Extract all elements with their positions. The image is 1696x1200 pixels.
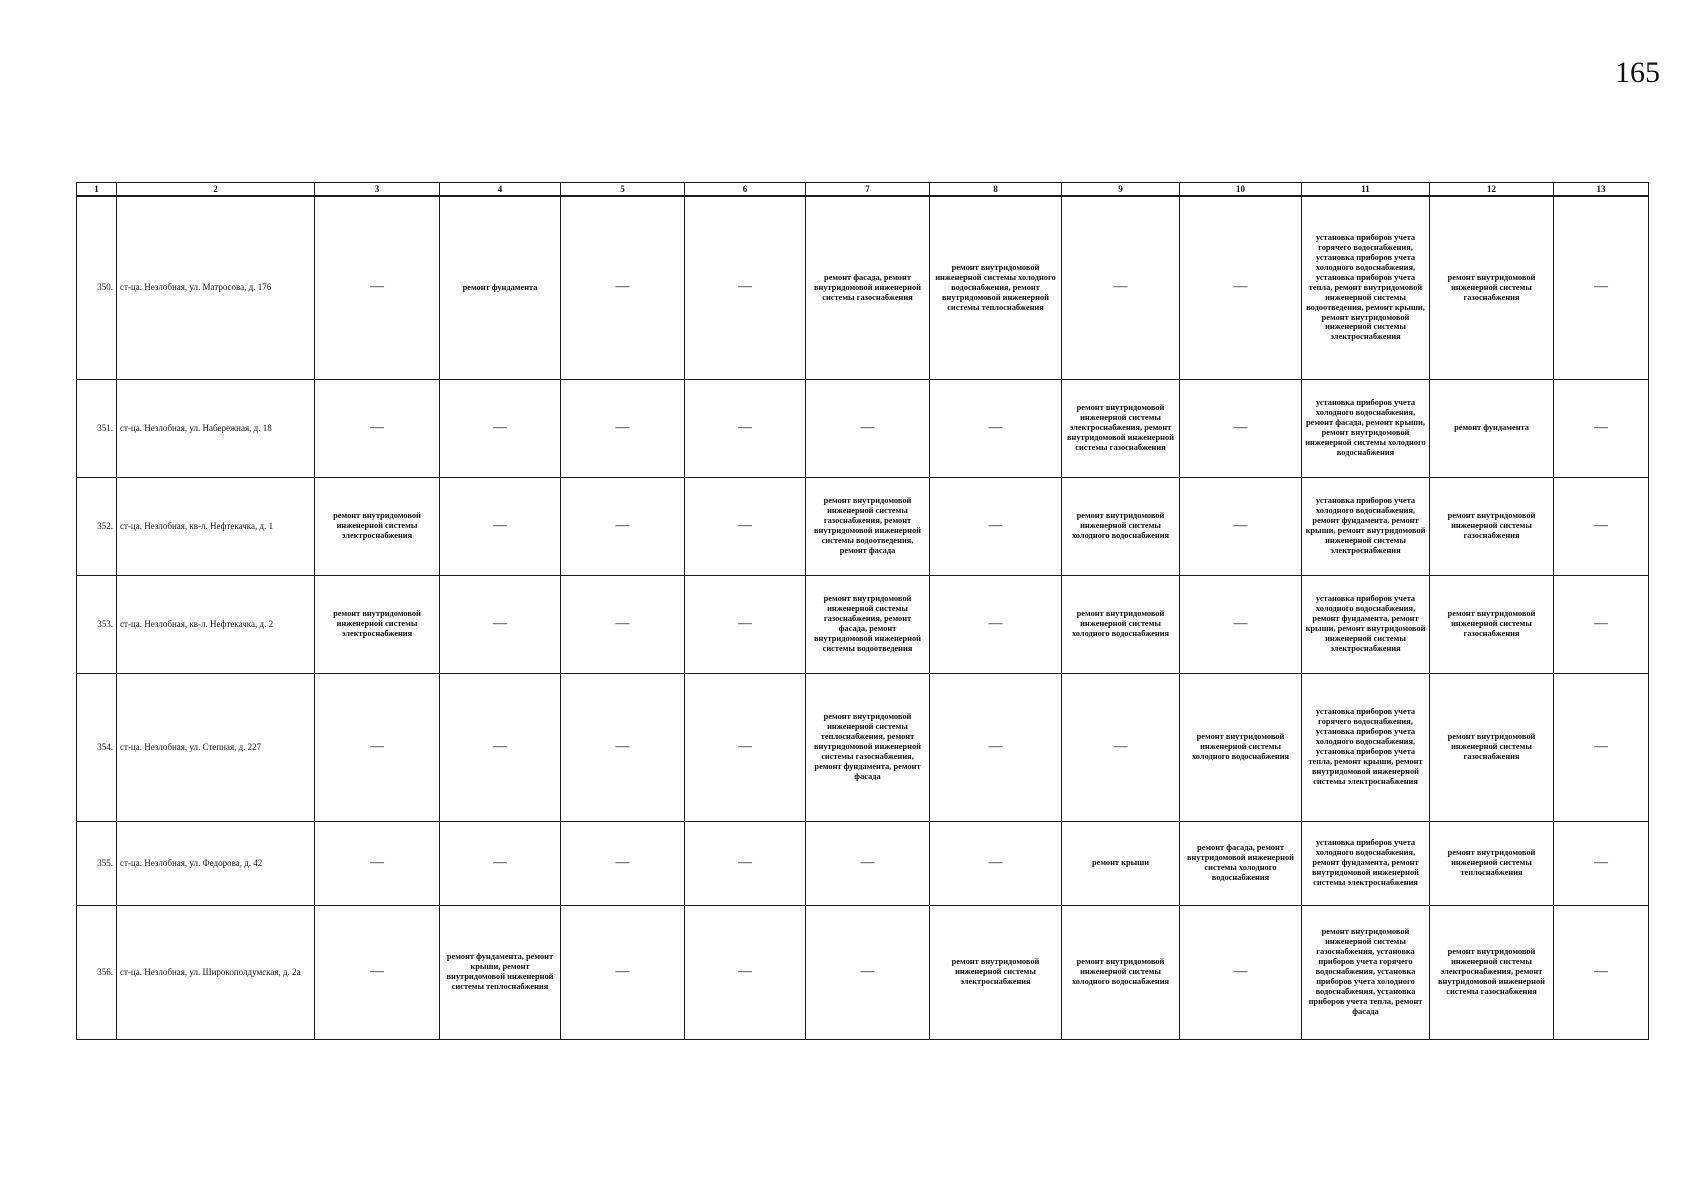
table-cell: —	[315, 821, 440, 905]
row-number: 353.	[77, 575, 117, 673]
table-cell: —	[315, 673, 440, 821]
table-row	[77, 575, 1649, 673]
table-cell: ремонт внутридомовой инженерной системы теплоснабжения, ремонт внутридомовой инженерной системы газоснабжения, ремонт фундамента, ремонт фасада	[806, 673, 930, 821]
column-header: 6	[685, 183, 806, 197]
table-cell: —	[685, 673, 806, 821]
table-cell: —	[1554, 575, 1649, 673]
table-cell: —	[930, 477, 1062, 575]
column-header: 10	[1180, 183, 1302, 197]
row-number: 350.	[77, 196, 117, 379]
table-cell: ремонт внутридомовой инженерной системы газоснабжения, установка приборов учета горячего водоснабжения, установка приборов учета холодного водоснабжения, установка приборов учета тепла, ремонт фасада	[1302, 905, 1430, 1039]
repair-schedule-table	[76, 182, 1649, 1040]
column-header: 13	[1554, 183, 1649, 197]
table-cell: —	[685, 379, 806, 477]
table-cell: установка приборов учета горячего водоснабжения, установка приборов учета холодного водоснабжения, установка приборов учета тепла, ремонт крыши, ремонт внутридомовой инженерной системы электроснабжения	[1302, 673, 1430, 821]
table-cell: ремонт внутридомовой инженерной системы электроснабжения, ремонт внутридомовой инженерной системы газоснабжения	[1062, 379, 1180, 477]
table-cell: ремонт внутридомовой инженерной системы электроснабжения	[315, 477, 440, 575]
row-number: 356.	[77, 905, 117, 1039]
table-cell: —	[685, 575, 806, 673]
table-cell: ремонт фундамента, ремонт крыши, ремонт внутридомовой инженерной системы теплоснабжения	[440, 905, 561, 1039]
table-cell: —	[930, 575, 1062, 673]
table-cell: —	[930, 821, 1062, 905]
table-cell: —	[561, 575, 685, 673]
table-cell: установка приборов учета холодного водоснабжения, ремонт фундамента, ремонт крыши, ремонт внутридомовой инженерной системы электроснабжения	[1302, 477, 1430, 575]
table-cell: —	[806, 379, 930, 477]
table-cell: ремонт внутридомовой инженерной системы электроснабжения, ремонт внутридомовой инженерной системы газоснабжения	[1430, 905, 1554, 1039]
table-cell: ремонт внутридомовой инженерной системы электроснабжения	[315, 575, 440, 673]
table-cell: —	[440, 821, 561, 905]
table-cell: —	[806, 905, 930, 1039]
table-cell: ремонт крыши	[1062, 821, 1180, 905]
table-row	[77, 477, 1649, 575]
table-cell: ремонт внутридомовой инженерной системы газоснабжения	[1430, 477, 1554, 575]
table-cell: —	[1554, 673, 1649, 821]
table-cell: —	[561, 477, 685, 575]
table-cell: ремонт фасада, ремонт внутридомовой инженерной системы газоснабжения	[806, 196, 930, 379]
table-cell: —	[440, 575, 561, 673]
table-row	[77, 821, 1649, 905]
table-cell: —	[1180, 575, 1302, 673]
table-cell: ремонт внутридомовой инженерной системы газоснабжения	[1430, 575, 1554, 673]
table-cell: —	[685, 905, 806, 1039]
table-cell: ремонт фундамента	[440, 196, 561, 379]
column-header: 7	[806, 183, 930, 197]
column-header: 9	[1062, 183, 1180, 197]
table-cell: —	[1062, 673, 1180, 821]
table-cell: —	[685, 196, 806, 379]
column-header: 1	[77, 183, 117, 197]
table-cell: —	[1180, 196, 1302, 379]
table-cell: ремонт внутридомовой инженерной системы газоснабжения, ремонт внутридомовой инженерной системы водоотведения, ремонт фасада	[806, 477, 930, 575]
table-row	[77, 673, 1649, 821]
table-cell: —	[1180, 379, 1302, 477]
table-cell: ремонт внутридомовой инженерной системы холодного водоснабжения	[1062, 575, 1180, 673]
table-cell: ремонт внутридомовой инженерной системы холодного водоснабжения, ремонт внутридомовой инженерной системы теплоснабжения	[930, 196, 1062, 379]
row-address: ст-ца. Незлобная, ул. Широкополдумская, д. 2а	[117, 905, 315, 1039]
table-cell: —	[1180, 477, 1302, 575]
table-cell: —	[561, 196, 685, 379]
table-cell: —	[1554, 905, 1649, 1039]
table-cell: установка приборов учета холодного водоснабжения, ремонт фундамента, ремонт крыши, ремонт внутридомовой инженерной системы электроснабжения	[1302, 575, 1430, 673]
table-cell: —	[1554, 379, 1649, 477]
row-number: 355.	[77, 821, 117, 905]
table-cell: установка приборов учета горячего водоснабжения, установка приборов учета холодного водоснабжения, установка приборов учета тепла, ремонт внутридомовой инженерной системы водоотведения, ремонт крыши, ремонт внутридомовой инженерной системы электроснабжения	[1302, 196, 1430, 379]
table-cell: —	[315, 196, 440, 379]
table-cell: —	[685, 821, 806, 905]
table-cell: —	[561, 673, 685, 821]
table-cell: —	[1554, 477, 1649, 575]
row-number: 354.	[77, 673, 117, 821]
column-header: 4	[440, 183, 561, 197]
row-address: ст-ца. Незлобная, ул. Набережная, д. 18	[117, 379, 315, 477]
row-address: ст-ца. Незлобная, ул. Степная, д. 227	[117, 673, 315, 821]
row-number: 352.	[77, 477, 117, 575]
column-header: 8	[930, 183, 1062, 197]
table-cell: установка приборов учета холодного водоснабжения, ремонт фундамента, ремонт внутридомовой инженерной системы электроснабжения	[1302, 821, 1430, 905]
table-cell: ремонт внутридомовой инженерной системы газоснабжения	[1430, 196, 1554, 379]
table-cell: —	[685, 477, 806, 575]
column-header: 5	[561, 183, 685, 197]
table-cell: —	[561, 379, 685, 477]
table-cell: ремонт внутридомовой инженерной системы электроснабжения	[930, 905, 1062, 1039]
table-cell: установка приборов учета холодного водоснабжения, ремонт фасада, ремонт крыши, ремонт внутридомовой инженерной системы холодного водоснабжения	[1302, 379, 1430, 477]
table-row	[77, 196, 1649, 379]
table-cell: —	[440, 673, 561, 821]
table-cell: ремонт внутридомовой инженерной системы газоснабжения	[1430, 673, 1554, 821]
table-row	[77, 905, 1649, 1039]
table-cell: ремонт фасада, ремонт внутридомовой инженерной системы холодного водоснабжения	[1180, 821, 1302, 905]
table-cell: ремонт внутридомовой инженерной системы теплоснабжения	[1430, 821, 1554, 905]
table-cell: —	[440, 379, 561, 477]
table-cell: —	[561, 905, 685, 1039]
row-address: ст-ца. Незлобная, кв-л. Нефтекачка, д. 2	[117, 575, 315, 673]
table-cell: —	[1554, 196, 1649, 379]
table-cell: —	[1554, 821, 1649, 905]
row-address: ст-ца. Незлобная, ул. Матросова, д. 176	[117, 196, 315, 379]
row-address: ст-ца. Незлобная, ул. Федорова, д. 42	[117, 821, 315, 905]
table-cell: ремонт внутридомовой инженерной системы холодного водоснабжения	[1062, 477, 1180, 575]
table-cell: —	[561, 821, 685, 905]
column-header: 2	[117, 183, 315, 197]
column-header: 11	[1302, 183, 1430, 197]
table-cell: —	[315, 905, 440, 1039]
row-address: ст-ца. Незлобная, кв-л. Нефтекачка, д. 1	[117, 477, 315, 575]
table-cell: —	[806, 821, 930, 905]
table-cell: —	[1180, 905, 1302, 1039]
table-cell: ремонт внутридомовой инженерной системы холодного водоснабжения	[1180, 673, 1302, 821]
column-header: 3	[315, 183, 440, 197]
table-cell: ремонт фундамента	[1430, 379, 1554, 477]
table-cell: —	[930, 673, 1062, 821]
page-number: 165	[1615, 56, 1660, 89]
row-number: 351.	[77, 379, 117, 477]
table-cell: —	[1062, 196, 1180, 379]
table-cell: ремонт внутридомовой инженерной системы газоснабжения, ремонт фасада, ремонт внутридомовой инженерной системы водоотведения	[806, 575, 930, 673]
table-cell: —	[930, 379, 1062, 477]
column-header: 12	[1430, 183, 1554, 197]
column-number-row	[77, 183, 1649, 197]
table-cell: —	[440, 477, 561, 575]
table-row	[77, 379, 1649, 477]
table-cell: —	[315, 379, 440, 477]
table-cell: ремонт внутридомовой инженерной системы холодного водоснабжения	[1062, 905, 1180, 1039]
